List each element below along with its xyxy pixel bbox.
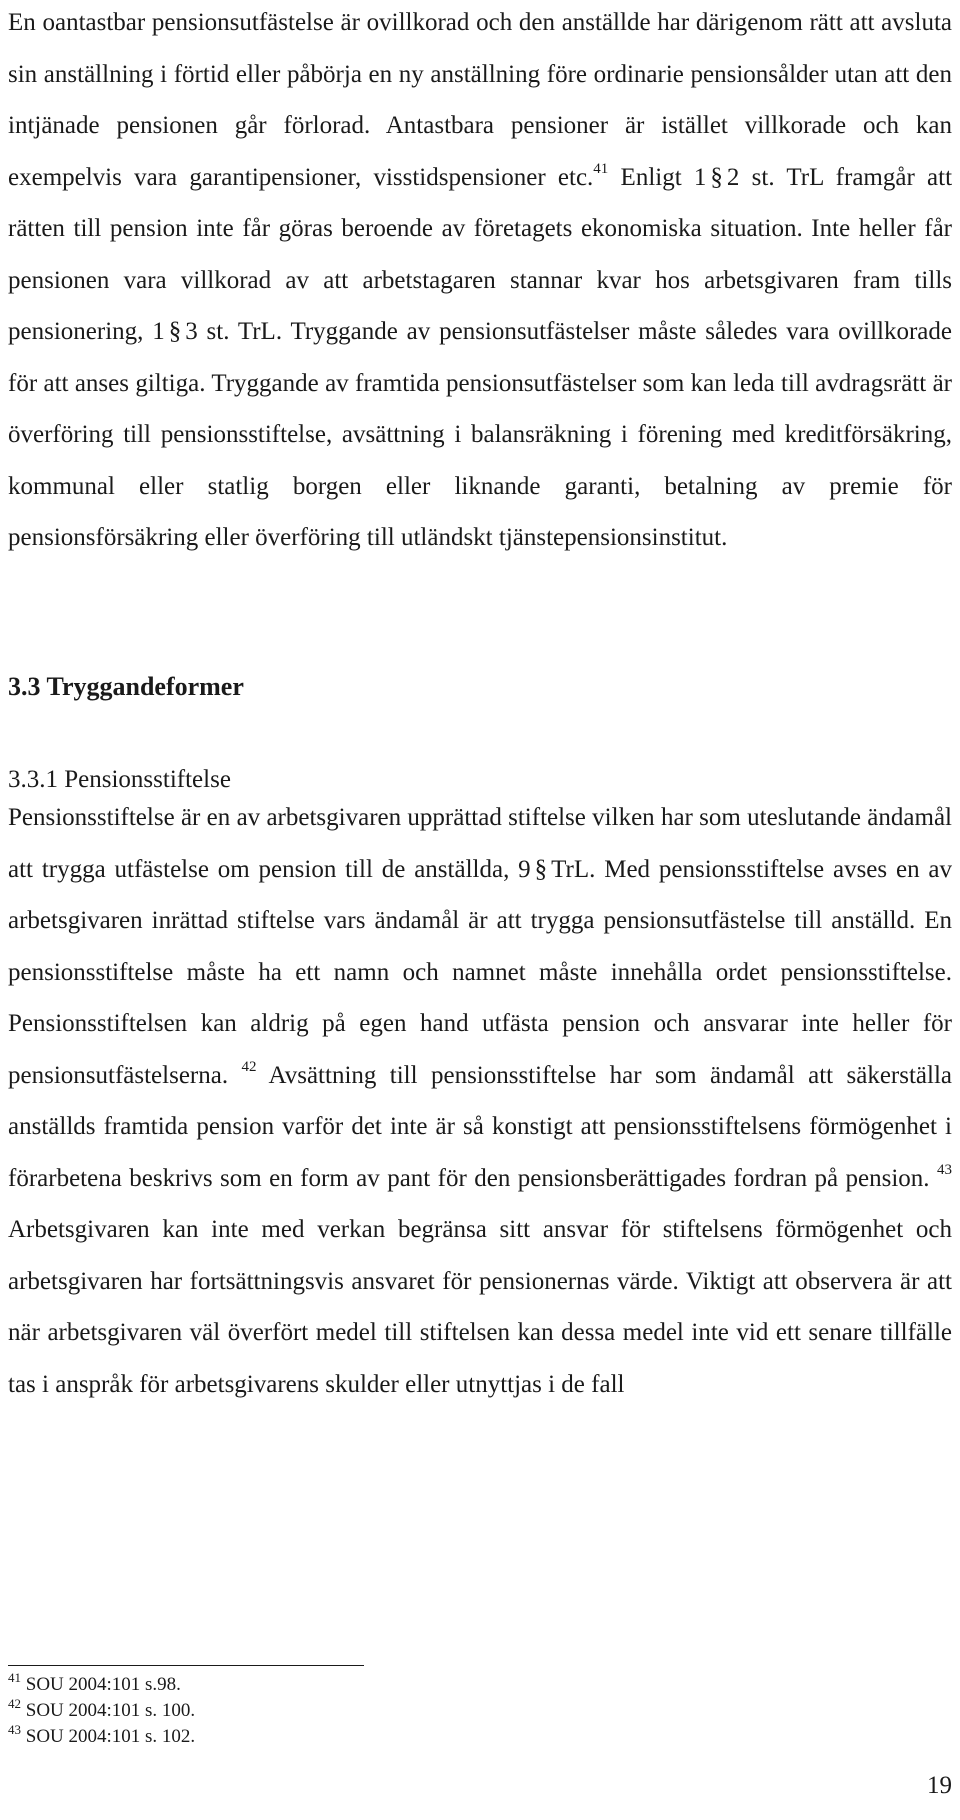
footnote-reference[interactable]: 41 [593, 161, 609, 178]
section-sign: § [710, 163, 723, 191]
body-paragraph [8, 0, 952, 564]
footnote-item [8, 1721, 196, 1750]
footnote-divider [8, 1665, 364, 1666]
paragraph-text: Pensionsstiftelse är en av arbetsgivaren upprättad stiftelse vilken har som uteslutande ändamål att trygga utfästelse om pension till de anställda, 9 [8, 804, 952, 883]
page-number: 19 [927, 1772, 952, 1799]
paragraph-text: Enligt 1 [620, 163, 707, 191]
footnote-item [8, 1669, 195, 1698]
paragraph-text: Avsättning till pensionsstiftelse har som ändamål att säkerställa anställds framtida pension varför det inte är så konstigt att pensionsstiftelsens förmögenhet i förarbetena beskrivs som en form av pant för den pensionsberättigades fordran på pension. [8, 1061, 952, 1192]
footnote-item [8, 1695, 196, 1724]
section-heading: 3.3 Tryggandeformer [8, 672, 244, 701]
paragraph-text: 2 st. TrL framgår att rätten till pension inte får göras beroende av företagets ekonomiska situation. Inte heller får pensionen vara villkorad av att arbetstagaren stannar kvar hos arbetsgivaren fram tills pensionering, 1 [8, 163, 953, 345]
section-sign: § [534, 855, 548, 883]
footnote-text: SOU 2004:101 s. 100. [25, 1700, 196, 1721]
footnote-reference[interactable]: 42 [241, 1059, 257, 1076]
document-page [8, 0, 952, 1820]
footnote-list [8, 1669, 196, 1750]
paragraph-text: Arbetsgivaren kan inte med verkan begränsa sitt ansvar för stiftelsens förmögenhet och arbetsgivaren har fortsättningsvis ansvaret för pensionernas värde. Viktigt att observera är att när arbetsgivaren väl överfört medel till stiftelsen kan dessa medel inte vid ett senare tillfälle tas i anspråk för arbetsgivarens skulder eller utnyttjas i de fall [8, 1216, 952, 1398]
subsection-heading: 3.3.1 Pensionsstiftelse [8, 766, 231, 793]
paragraph-text: En oantastbar pensionsutfästelse är ovillkorad och den anställde har därigenom rätt att avsluta sin anställning i förtid eller påbörja en ny anställning före ordinarie pensionsålder utan att den intjänade pensionen går förlorad. Antastbara pensioner är istället villkorade och kan exempelvis vara garantipensioner, visstidspensioner etc. [8, 9, 952, 191]
footnote-number: 43 [8, 1721, 21, 1737]
body-paragraph [8, 792, 952, 1410]
paragraph-text: 3 st. TrL. Tryggande av pensionsutfästelser måste således vara ovillkorade för att anses giltiga. Tryggande av framtida pensionsutfästelser som kan leda till avdragsrätt är överföring till pensionsstiftelse, avsättning i balansräkning i förening med kreditförsäkring, kommunal eller statlig borgen eller liknande garanti, betalning av premie för pensionsförsäkring eller överföring till utländskt tjänstepensionsinstitut. [8, 318, 952, 551]
footnote-text: SOU 2004:101 s.98. [25, 1674, 181, 1695]
footnote-number: 42 [8, 1695, 21, 1711]
section-sign: § [168, 318, 182, 345]
footnote-number: 41 [8, 1669, 21, 1685]
footnote-reference[interactable]: 43 [937, 1162, 952, 1179]
footnote-text: SOU 2004:101 s. 102. [25, 1726, 196, 1747]
paragraph-text: TrL. Med pensionsstiftelse avses en av arbetsgivaren inrättad stiftelse vars ändamål är att trygga pensionsutfästelse till anställd. En pensionsstiftelse måste ha ett namn och namnet måste innehålla ordet pensionsstiftelse. Pensionsstiftelsen kan aldrig på egen hand utfästa pension och ansvarar inte heller för pensionsutfästelserna. [8, 855, 952, 1089]
